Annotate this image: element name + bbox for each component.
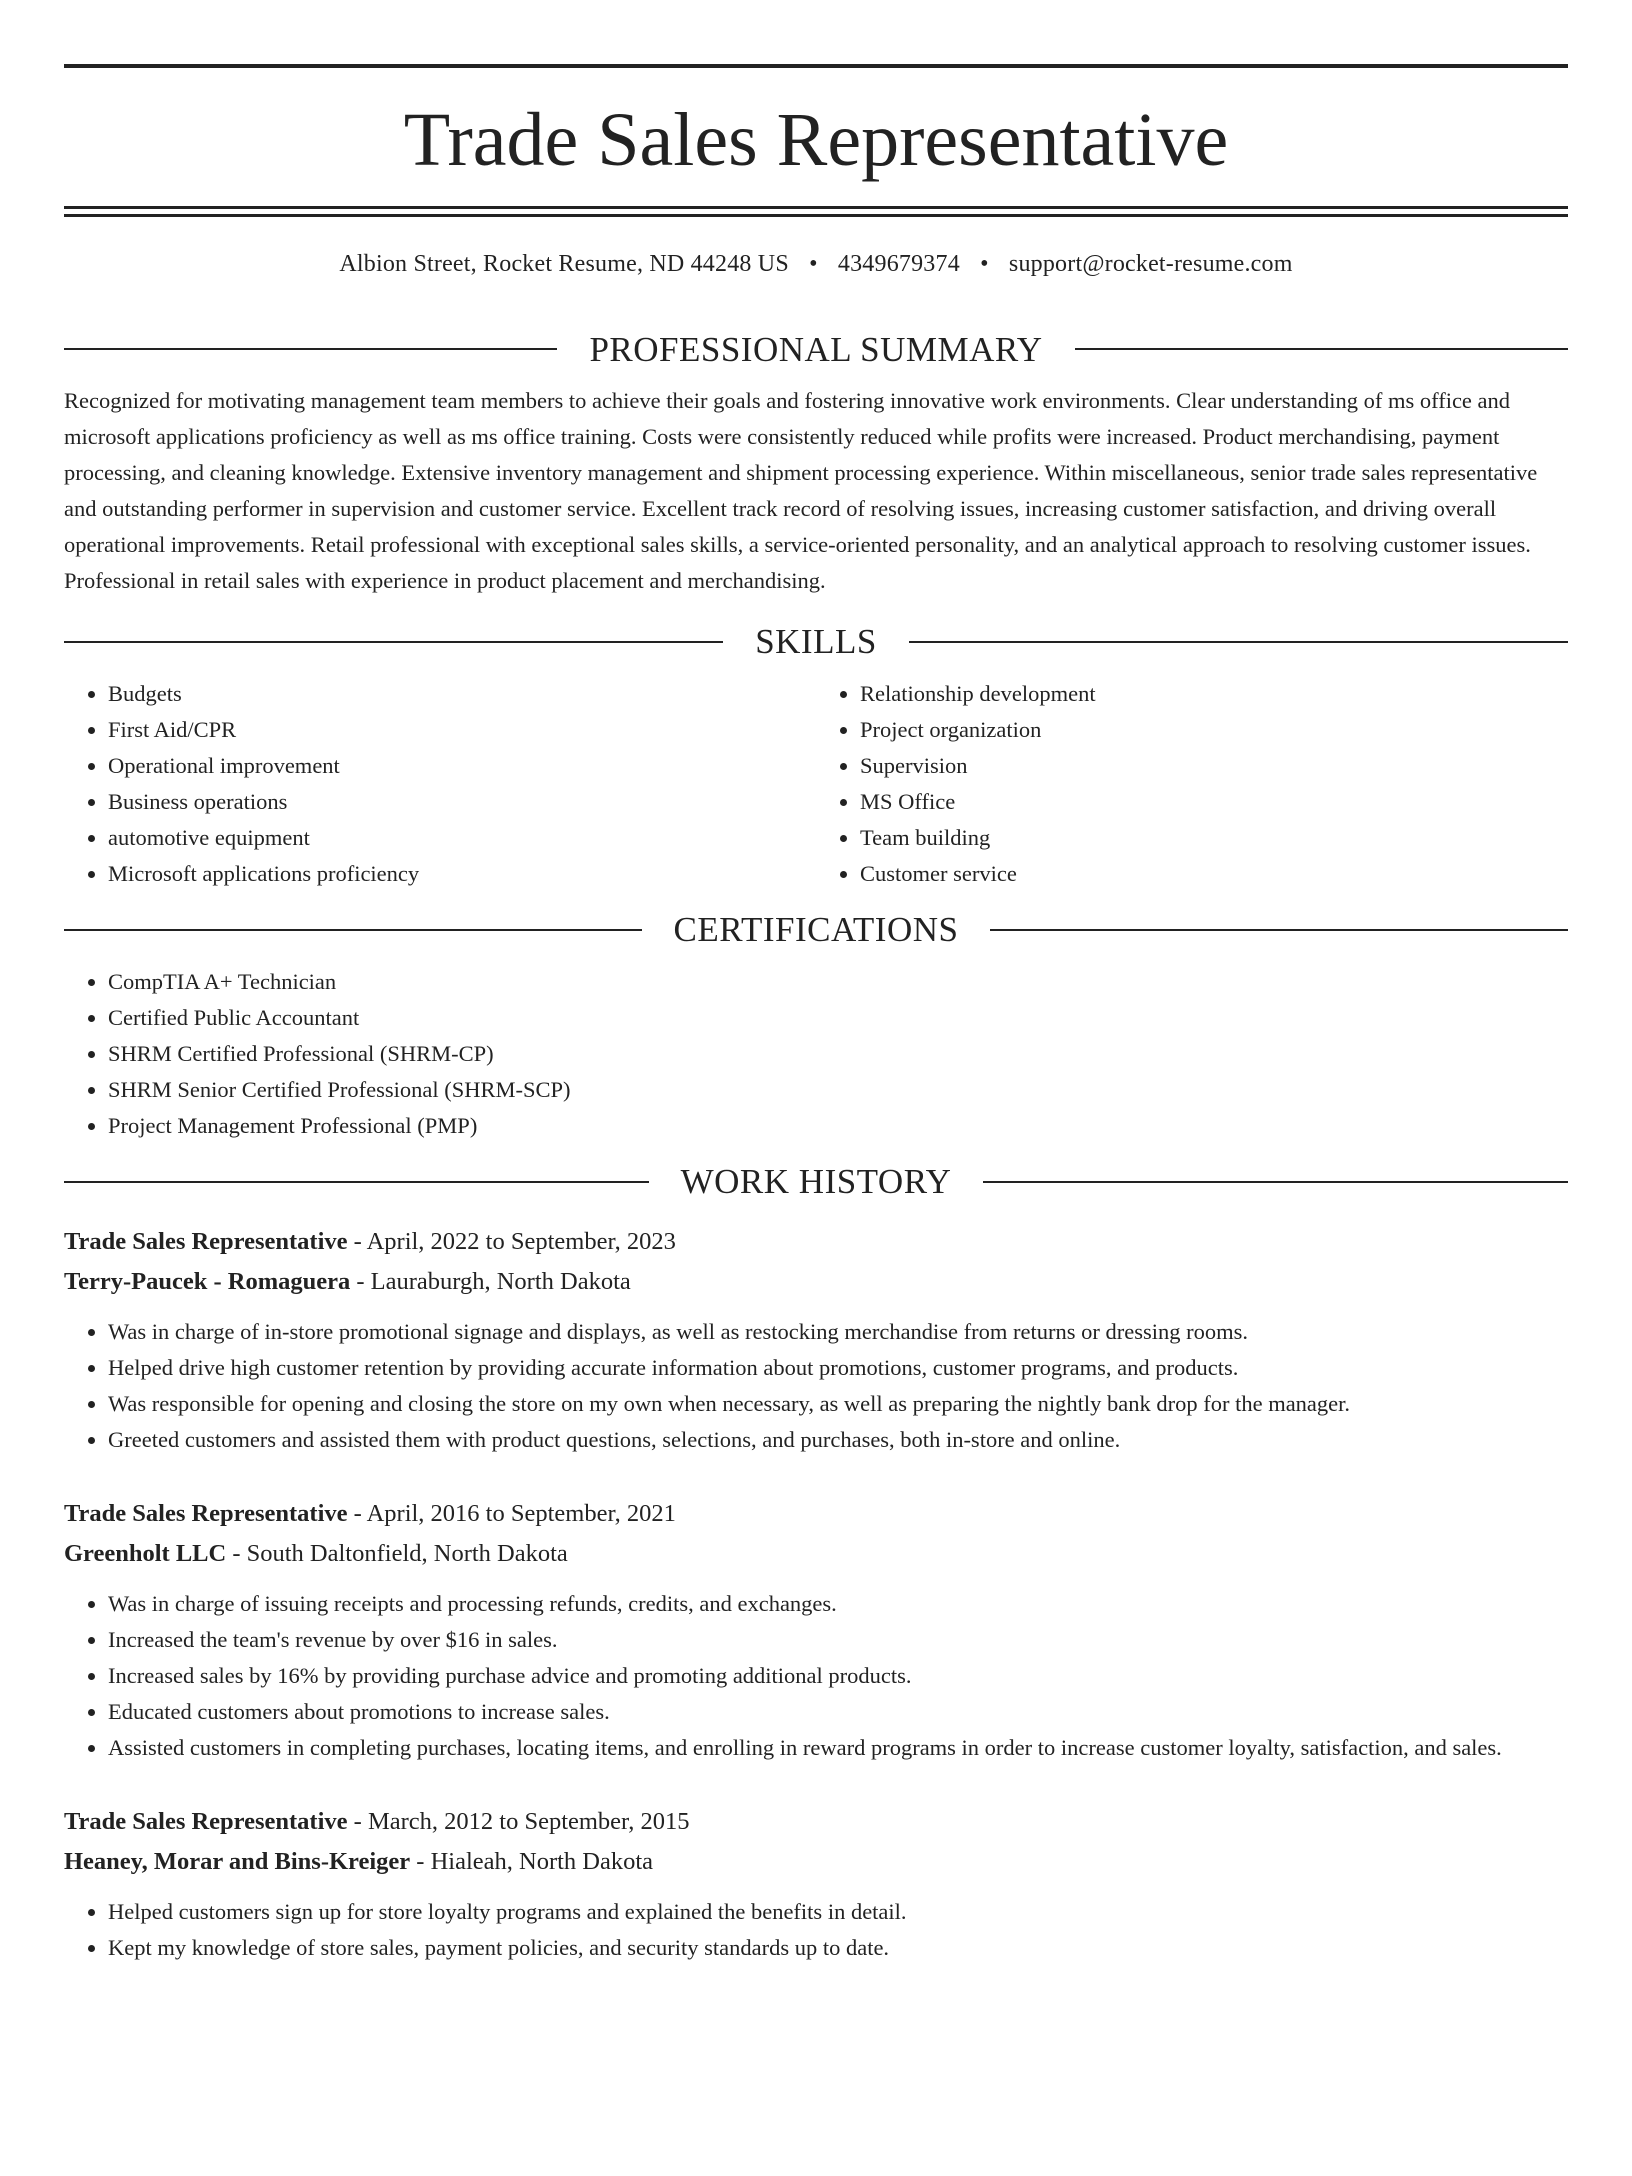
skill-item: • Business operations (108, 784, 816, 820)
resume-title: Trade Sales Representative (403, 98, 1229, 182)
summary-text: Recognized for motivating management team members to achieve their goals and fostering innovative work environments. Clear understanding of ms office and microsoft applications proficiency as well as ms office training. Costs were consistently reduced while profits were increased. Product merchandising, payment processing, and cleaning knowledge. Extensive inventory management and shipment processing experience. Within miscellaneous, senior trade sales representative and outstanding performer in supervision and customer service. Excellent track record of resolving issues, increasing customer satisfaction, and driving overall operational improvements. Retail professional with exceptional sales skills, a service-oriented personality, and an analytical approach to resolving customer issues. Professional in retail sales with experience in product placement and merchandising. (64, 388, 1538, 593)
skills-column-right (816, 676, 1568, 892)
skill-item: • Relationship development (860, 676, 1568, 712)
job-location: - Lauraburgh, North Dakota (350, 1267, 631, 1295)
section-heading-certifications (64, 910, 1568, 950)
heading-rule (990, 929, 1568, 931)
certification-item: • Certified Public Accountant (108, 1000, 1568, 1036)
resume-page (0, 64, 1632, 2176)
certification-item: • CompTIA A+ Technician (108, 964, 1568, 1000)
job-bullets (64, 1894, 1568, 1966)
title-double-rule (64, 206, 1568, 217)
section-title: SKILLS (755, 622, 877, 661)
job-title-line (64, 1494, 1568, 1534)
contact-email[interactable]: support@rocket-resume.com (1008, 251, 1293, 277)
section-title: PROFESSIONAL SUMMARY (589, 329, 1043, 369)
job-dates: - April, 2016 to September, 2021 (347, 1499, 676, 1527)
job-bullet: • Helped customers sign up for store loyalty programs and explained the benefits in detail. (108, 1894, 1568, 1930)
job-bullet: • Increased the team's revenue by over $16 in sales. (108, 1622, 1568, 1658)
job-title-line (64, 1222, 1568, 1262)
job-entry (64, 1494, 1568, 1766)
section-heading-work-history (64, 1162, 1568, 1202)
section-heading-skills (64, 622, 1568, 662)
contact-phone[interactable]: 4349679374 (837, 251, 960, 277)
job-company: Terry-Paucek - Romaguera (64, 1267, 351, 1295)
heading-rule (64, 348, 557, 350)
job-title: Trade Sales Representative (64, 1807, 348, 1835)
contact-separator: • (980, 251, 989, 277)
contact-separator: • (809, 251, 818, 277)
job-bullets (64, 1586, 1568, 1766)
job-bullets (64, 1314, 1568, 1458)
job-title: Trade Sales Representative (64, 1227, 348, 1255)
section-title: WORK HISTORY (680, 1162, 952, 1201)
job-title: Trade Sales Representative (64, 1499, 348, 1527)
job-company: Heaney, Morar and Bins-Kreiger (64, 1847, 411, 1875)
contact-line (64, 251, 1568, 283)
job-bullet: • Helped drive high customer retention by providing accurate information about promotions, customer programs, and products. (108, 1350, 1568, 1386)
section-title: CERTIFICATIONS (673, 910, 959, 949)
skill-item: • MS Office (860, 784, 1568, 820)
skill-item: • Budgets (108, 676, 816, 712)
job-company-line (64, 1534, 1568, 1574)
job-entry (64, 1802, 1568, 1966)
job-company-line (64, 1262, 1568, 1302)
top-rule (64, 64, 1568, 68)
heading-rule (1075, 348, 1568, 350)
skill-item: • Customer service (860, 856, 1568, 892)
job-location: - South Daltonfield, North Dakota (226, 1539, 568, 1567)
job-entry (64, 1222, 1568, 1458)
skills-column-left (64, 676, 816, 892)
skills-list (64, 676, 1568, 892)
heading-rule (983, 1181, 1568, 1183)
skill-item: • Microsoft applications proficiency (108, 856, 816, 892)
job-location: - Hialeah, North Dakota (410, 1847, 654, 1875)
job-company-line (64, 1842, 1568, 1882)
contact-address: Albion Street, Rocket Resume, ND 44248 US (339, 251, 789, 277)
skill-item: • Supervision (860, 748, 1568, 784)
heading-rule (909, 641, 1568, 643)
job-title-line (64, 1802, 1568, 1842)
section-heading-summary (64, 329, 1568, 369)
job-bullet: • Kept my knowledge of store sales, payment policies, and security standards up to date. (108, 1930, 1568, 1966)
job-bullet: • Increased sales by 16% by providing purchase advice and promoting additional products. (108, 1658, 1568, 1694)
heading-rule (64, 641, 723, 643)
skill-item: • Project organization (860, 712, 1568, 748)
job-bullet: • Assisted customers in completing purchases, locating items, and enrolling in reward programs in order to increase customer loyalty, satisfaction, and sales. (108, 1730, 1568, 1766)
job-bullet: • Educated customers about promotions to increase sales. (108, 1694, 1568, 1730)
skill-item: • Operational improvement (108, 748, 816, 784)
certification-item: • Project Management Professional (PMP) (108, 1108, 1568, 1144)
skill-item: • Team building (860, 820, 1568, 856)
job-dates: - April, 2022 to September, 2023 (347, 1227, 676, 1255)
certification-item: • SHRM Senior Certified Professional (SHRM-SCP) (108, 1072, 1568, 1108)
certification-item: • SHRM Certified Professional (SHRM-CP) (108, 1036, 1568, 1072)
certifications-list (64, 964, 1568, 1144)
job-company: Greenholt LLC (64, 1539, 227, 1567)
job-bullet: • Was in charge of in-store promotional signage and displays, as well as restocking merchandise from returns or dressing rooms. (108, 1314, 1568, 1350)
heading-rule (64, 929, 642, 931)
skill-item: • First Aid/CPR (108, 712, 816, 748)
job-bullet: • Was in charge of issuing receipts and processing refunds, credits, and exchanges. (108, 1586, 1568, 1622)
job-dates: - March, 2012 to September, 2015 (347, 1807, 690, 1835)
skill-item: • automotive equipment (108, 820, 816, 856)
heading-rule (64, 1181, 649, 1183)
job-bullet: • Greeted customers and assisted them with product questions, selections, and purchases, both in-store and online. (108, 1422, 1568, 1458)
job-bullet: • Was responsible for opening and closing the store on my own when necessary, as well as preparing the nightly bank drop for the manager. (108, 1386, 1568, 1422)
